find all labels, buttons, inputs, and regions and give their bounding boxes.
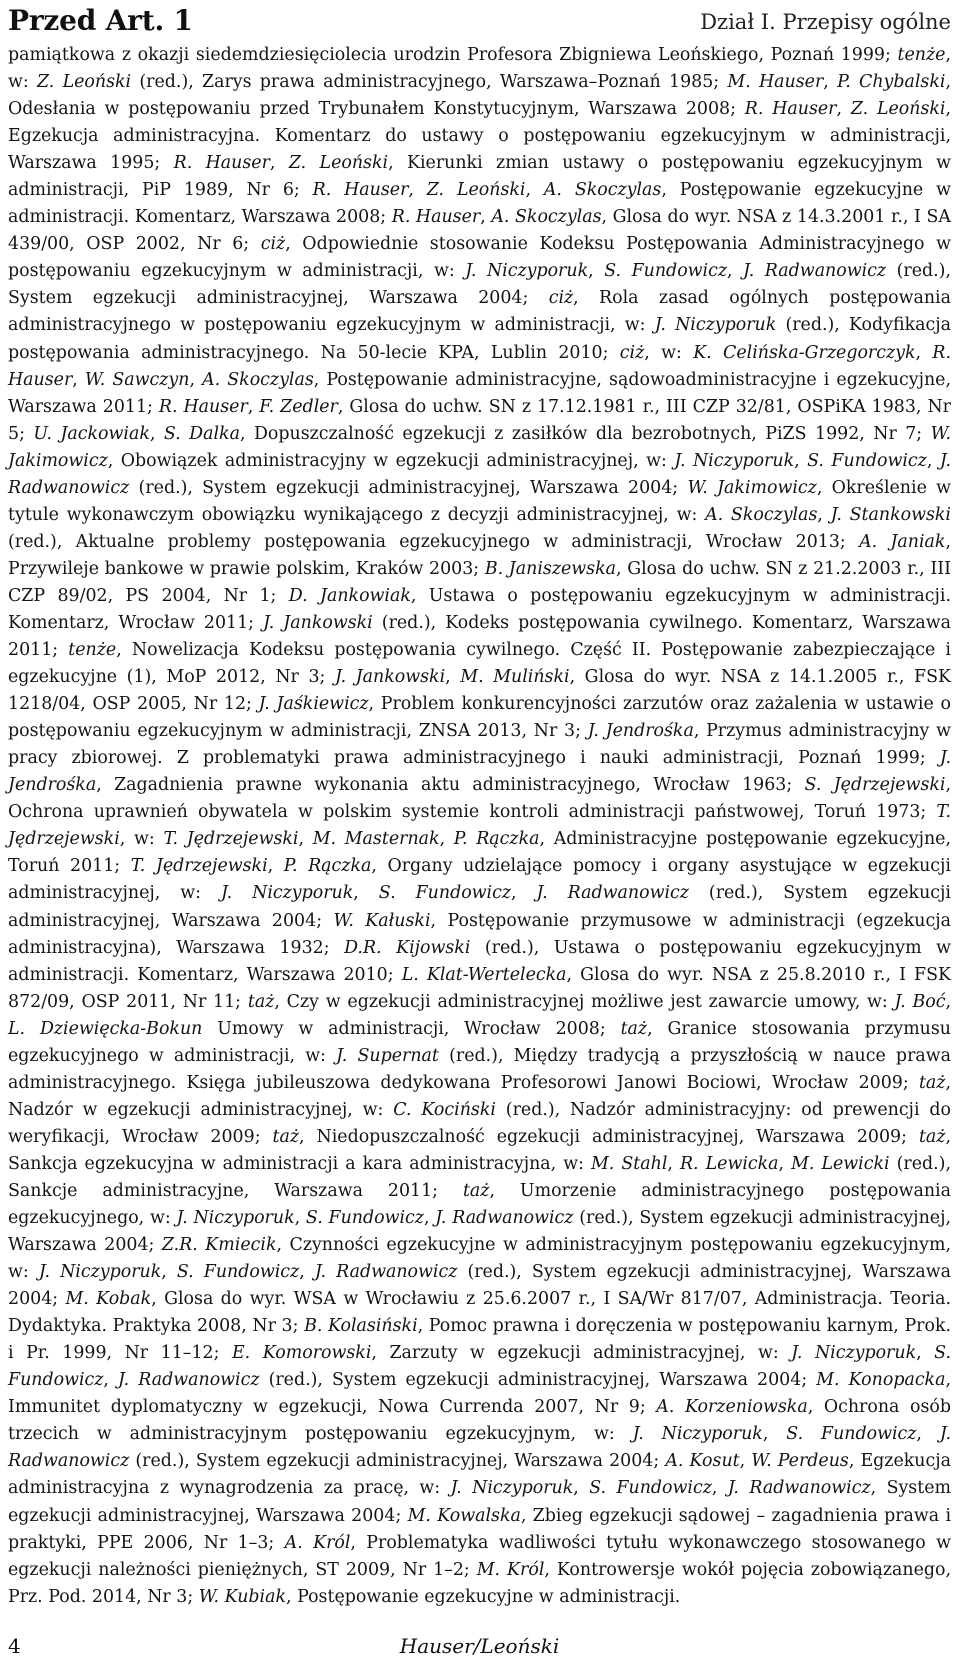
cited-author: W. Kubiak xyxy=(198,1586,287,1607)
cited-author: A. Skoczylas xyxy=(202,369,314,390)
citation-text: (red.), System egzekucji administracyjnej, Warszawa 2004; xyxy=(8,1208,951,1256)
citation-text: , xyxy=(711,1478,728,1499)
citation-text: (red.), System egzekucji administracyjnej, Warszawa 2004; xyxy=(129,1451,666,1472)
citation-text: , xyxy=(817,504,831,525)
citation-text: , Granice stosowania przymusu egzekucyjnego w administracji, w: xyxy=(8,1018,952,1066)
cited-author: A. Skoczylas xyxy=(543,180,662,201)
author-names: Hauser/Leoński xyxy=(399,1634,560,1658)
citation-text: (red.), System egzekucji administracyjnej, Warszawa 2004; xyxy=(129,477,688,498)
cited-author: P. Rączka xyxy=(453,829,540,850)
citation-text: , xyxy=(247,396,260,417)
citation-text: (red.), Aktualne problemy postępowania egzekucyjnego w administracji, Wrocław 2013; xyxy=(8,531,860,552)
citation-text: , Przymus administracyjny w pracy zbiorowej. Z problematyki prawa administracyjnego i nauki administracji, Poznań 1999; xyxy=(8,721,951,769)
cited-author: S. Fundowicz xyxy=(786,1424,917,1445)
cited-author: S. Fundowicz xyxy=(604,261,728,282)
running-header xyxy=(8,4,951,44)
cited-author: S. Fundowicz xyxy=(807,450,927,471)
bibliography-paragraph xyxy=(8,42,951,1611)
citation-text: , xyxy=(836,99,851,120)
cited-author: taż xyxy=(462,1180,490,1201)
citation-text: , Glosa do wyr. NSA z 14.1.2005 r., FSK 1218/04, OSP 2005, Nr 12; xyxy=(8,667,952,715)
cited-author: W. Jakimowicz xyxy=(687,477,817,498)
cited-author: J. Niczyporuk xyxy=(632,1424,763,1445)
citation-text: , Zagadnienia prawne wykonania aktu administracyjnego, Wrocław 1963; xyxy=(96,775,805,796)
citation-text: Umowy w administracji, Wrocław 2008; xyxy=(202,1018,621,1039)
cited-author: J. Niczyporuk xyxy=(38,1262,162,1283)
cited-author: J. Jaśkiewicz xyxy=(258,694,369,715)
cited-author: A. Król xyxy=(284,1532,351,1553)
cited-author: J. Radwanowicz xyxy=(743,261,887,282)
citation-text: , xyxy=(103,1370,119,1391)
cited-author: Z. Leoński xyxy=(850,99,946,120)
citation-text: , Obowiązek administracyjny w egzekucji administracyjnej, w: xyxy=(107,450,675,471)
cited-author: R. Hauser xyxy=(744,99,837,120)
cited-author: J. Stankowski xyxy=(830,504,951,525)
cited-author: M. Hauser xyxy=(727,72,824,93)
citation-text: , xyxy=(926,450,940,471)
cited-author: taż xyxy=(272,1126,300,1147)
article-heading: Przed Art. 1 xyxy=(8,4,193,37)
cited-author: J. Radwanowicz xyxy=(314,1262,458,1283)
citation-text: , xyxy=(823,72,838,93)
citation-text: , Ochrona osób trzecich w administracyjnym postępowaniu egzekucyjnym, w: xyxy=(8,1397,951,1445)
citation-text: , Kontrowersje wokół pojęcia zobowiązanego, Prz. Pod. 2014, Nr 3; xyxy=(8,1559,951,1607)
cited-author: U. Jackowiak xyxy=(33,423,150,444)
citation-text: , Egzekucja administracyjna z wynagrodzenia za pracę, w: xyxy=(8,1451,951,1499)
cited-author: A. Skoczylas xyxy=(705,504,818,525)
citation-text: , Glosa do uchw. SN z 17.12.1981 r., III CZP 32/81, OSPiKA 1983, Nr 5; xyxy=(8,396,951,444)
cited-author: J. Radwanowicz xyxy=(435,1208,574,1229)
cited-author: M. Stahl xyxy=(591,1153,668,1174)
cited-author: E. Komorowski xyxy=(231,1343,372,1364)
citation-text: , Postępowanie administracyjne, sądowoadministracyjne i egzekucyjne, Warszawa 2011; xyxy=(8,369,951,417)
cited-author: C. Kociński xyxy=(393,1099,496,1120)
cited-author: R. Hauser xyxy=(8,342,951,390)
running-footer xyxy=(8,1632,951,1662)
cited-author: S. Fundowicz xyxy=(8,1343,951,1391)
citation-text: , xyxy=(353,883,379,904)
cited-author: J. Niczyporuk xyxy=(220,883,354,904)
cited-author: J. Radwanowicz xyxy=(8,450,951,498)
citation-text: , Sankcja egzekucyjna w administracji a kara administracyjna, w: xyxy=(8,1126,951,1174)
cited-author: taż xyxy=(620,1018,648,1039)
cited-author: S. Fundowicz xyxy=(378,883,512,904)
cited-author: J. Jendrośka xyxy=(587,721,694,742)
page-number: 4 xyxy=(8,1634,21,1658)
citation-text: , xyxy=(267,856,284,877)
citation-text: , Postępowanie egzekucyjne w administracji. xyxy=(286,1586,681,1607)
citation-text: , Przywileje bankowe w prawie polskim, Kraków 2003; xyxy=(8,531,951,579)
citation-text: (red.), Kodyfikacja postępowania administracyjnego. Na 50-lecie KPA, Lublin 2010; xyxy=(8,315,951,363)
citation-text: , Niedopuszczalność egzekucji administracyjnej, Warszawa 2009; xyxy=(299,1126,919,1147)
citation-text: , xyxy=(762,1424,787,1445)
cited-author: M. Masternak xyxy=(312,829,440,850)
citation-text: , Immunitet dyplomatyczny w egzekucji, Nowa Currenda 2007, Nr 9; xyxy=(8,1370,951,1418)
citation-text: , xyxy=(778,1153,792,1174)
citation-text: (red.), System egzekucji administracyjnej, Warszawa 2004; xyxy=(8,261,951,309)
cited-author: B. Janiszewska xyxy=(484,558,616,579)
cited-author: S. Fundowicz xyxy=(589,1478,712,1499)
cited-author: J. Radwanowicz xyxy=(536,883,689,904)
cited-author: R. Hauser xyxy=(391,207,481,228)
cited-author: M. Król xyxy=(476,1559,545,1580)
cited-author: J. Radwanowicz xyxy=(118,1370,260,1391)
cited-author: Z. Leoński xyxy=(288,153,389,174)
citation-text: (red.), Ustawa o postępowaniu egzekucyjnym w administracji. Komentarz, Warszawa 2010; xyxy=(8,937,952,985)
citation-text: , Kierunki zmian ustawy o postępowaniu egzekucyjnym w administracji, PiP 1989, Nr 6; xyxy=(8,153,951,201)
citation-text: , xyxy=(915,342,933,363)
cited-author: A. Kosut xyxy=(665,1451,740,1472)
citation-text: , xyxy=(269,153,289,174)
cited-author: K. Celińska-Grzegorczyk xyxy=(693,342,916,363)
citation-text: , Pomoc prawna i doręczenia w postępowaniu karnym, Prok. i Pr. 1999, Nr 11–12; xyxy=(8,1316,952,1364)
citation-text: , Glosa do wyr. NSA z 25.8.2010 r., I FSK 872/09, OSP 2011, Nr 11; xyxy=(8,964,951,1012)
citation-text: , Czy w egzekucji administracyjnej możliwe jest zawarcie umowy, w: xyxy=(274,991,895,1012)
citation-text: , Ustawa o postępowaniu egzekucyjnym w administracji. Komentarz, Wrocław 2011; xyxy=(8,585,952,633)
cited-author: T. Jędrzejewski xyxy=(8,802,951,850)
citation-text: (red.), System egzekucji administracyjnej, Warszawa 2004; xyxy=(259,1370,817,1391)
cited-author: ciż xyxy=(619,342,645,363)
citation-text: (red.), Nadzór administracyjny: od prewencji do weryfikacji, Wrocław 2009; xyxy=(8,1099,951,1147)
citation-text: , Problematyka wadliwości tytułu wykonawczego stosowanego w egzekucji należności pieniężnych, ST 2009, Nr 1–2; xyxy=(8,1532,952,1580)
citation-text: , xyxy=(439,829,454,850)
cited-author: A. Skoczylas xyxy=(491,207,602,228)
cited-author: L. Dziewięcka-Bokun xyxy=(8,1018,203,1039)
cited-author: M. Muliński xyxy=(460,667,570,688)
citation-text: , xyxy=(299,1262,315,1283)
citation-text: , w: xyxy=(119,829,164,850)
cited-author: R. Lewicka xyxy=(679,1153,779,1174)
cited-author: A. Korzeniowska xyxy=(656,1397,808,1418)
citation-text: , xyxy=(573,1478,590,1499)
cited-author: taż xyxy=(918,1126,946,1147)
citation-text: , xyxy=(294,1208,306,1229)
cited-author: J. Radwanowicz xyxy=(8,1424,952,1472)
cited-author: R. Hauser xyxy=(158,396,248,417)
cited-author: J. Niczyporuk xyxy=(674,450,795,471)
citation-text: , xyxy=(480,207,492,228)
cited-author: J. Jendrośka xyxy=(8,748,951,796)
cited-author: S. Jędrzejewski xyxy=(804,775,946,796)
cited-author: taż xyxy=(918,1072,946,1093)
citation-text: pamiątkowa z okazji siedemdziesięciolecia urodzin Profesora Zbigniewa Leońskiego, Poznań 1999; xyxy=(8,45,898,65)
citation-text: , Organy udzielające pomocy i organy asystujące w egzekucji administracyjnej, w: xyxy=(8,856,951,904)
citation-text: (red.), Sankcje administracyjne, Warszawa 2011; xyxy=(8,1153,951,1201)
cited-author: T. Jędrzejewski xyxy=(130,856,268,877)
cited-author: D.R. Kijowski xyxy=(344,937,471,958)
cited-author: M. Kowalska xyxy=(407,1505,521,1526)
cited-author: ciż xyxy=(260,234,286,255)
cited-author: J. Supernat xyxy=(336,1045,439,1066)
cited-author: ciż xyxy=(548,288,574,309)
section-heading: Dział I. Przepisy ogólne xyxy=(700,10,951,34)
citation-text: , xyxy=(408,180,427,201)
citation-text: , System egzekucji administracyjnej, Warszawa 2004; xyxy=(8,1478,952,1526)
citation-text: , Zarzuty w egzekucji administracyjnej, w: xyxy=(371,1343,792,1364)
cited-author: S. Dalka xyxy=(163,423,240,444)
cited-author: taż xyxy=(247,991,275,1012)
cited-author: Z. Leoński xyxy=(426,180,526,201)
citation-text: , Nadzór w egzekucji administracyjnej, w: xyxy=(8,1072,951,1120)
cited-author: J. Jankowski xyxy=(334,667,446,688)
citation-text: , Czynności egzekucyjne w administracyjnym postępowaniu egzekucyjnym, w: xyxy=(8,1235,951,1283)
citation-text: , Zbieg egzekucji sądowej – zagadnienia prawa i praktyki, PPE 2006, Nr 1–3; xyxy=(8,1505,952,1553)
cited-author: B. Kolasiński xyxy=(304,1316,418,1337)
cited-author: J. Niczyporuk xyxy=(450,1478,574,1499)
citation-text: , xyxy=(423,1208,436,1229)
citation-text: , Odesłania w postępowaniu przed Trybunałem Konstytucyjnym, Warszawa 2008; xyxy=(8,72,951,120)
citation-text: , xyxy=(945,991,952,1012)
citation-text: , Odpowiednie stosowanie Kodeksu Postępowania Administracyjnego w postępowaniu egzekucyjnym w administracji, w: xyxy=(8,234,951,282)
citation-text: , xyxy=(739,1451,752,1472)
cited-author: L. Klat-Wertelecka xyxy=(401,964,567,985)
cited-author: Z.R. Kmiecik xyxy=(161,1235,277,1256)
citation-text: (red.), System egzekucji administracyjnej, Warszawa 2004; xyxy=(8,883,951,931)
citation-text: , Postępowanie przymusowe w administracji (egzekucja administracyjna), Warszawa 1932; xyxy=(8,910,951,958)
citation-text: (red.), Zarys prawa administracyjnego, Warszawa–Poznań 1985; xyxy=(131,72,728,93)
cited-author: R. Hauser xyxy=(312,180,409,201)
cited-author: R. Hauser xyxy=(173,153,270,174)
citation-text: , Administracyjne postępowanie egzekucyjne, Toruń 2011; xyxy=(8,829,951,877)
cited-author: tenże xyxy=(897,45,946,65)
cited-author: P. Chybalski xyxy=(837,72,946,93)
citation-text: , xyxy=(525,180,544,201)
cited-author: J. Jankowski xyxy=(263,612,373,633)
cited-author: W. Perdeus xyxy=(751,1451,849,1472)
cited-author: J. Niczyporuk xyxy=(176,1208,295,1229)
citation-text: , xyxy=(161,1262,177,1283)
cited-author: W. Sawczyn xyxy=(84,369,190,390)
cited-author: P. Rączka xyxy=(283,856,372,877)
cited-author: J. Niczyporuk xyxy=(791,1343,917,1364)
cited-author: A. Janiak xyxy=(859,531,946,552)
citation-text: , xyxy=(916,1424,940,1445)
cited-author: S. Fundowicz xyxy=(176,1262,300,1283)
cited-author: M. Lewicki xyxy=(791,1153,890,1174)
citation-text: , xyxy=(794,450,808,471)
citation-text: , Ochrona uprawnień obywatela w polskim systemie kontroli administracji państwowej, Toruń 1973; xyxy=(8,775,951,823)
cited-author: W. Kałuski xyxy=(333,910,431,931)
cited-author: tenże xyxy=(68,640,117,661)
cited-author: J. Radwanowicz xyxy=(727,1478,871,1499)
citation-text: , Problem konkurencyjności zarzutów oraz zażalenia w ustawie o postępowaniu egzekucyjnym w administracji, ZNSA 2013, Nr 3; xyxy=(8,694,951,742)
cited-author: D. Jankowiak xyxy=(288,585,411,606)
citation-text: , Postępowanie egzekucyjne w administracji. Komentarz, Warszawa 2008; xyxy=(8,180,951,228)
citation-text: , xyxy=(445,667,461,688)
citation-text: , Glosa do wyr. WSA w Wrocławiu z 25.6.2007 r., I SA/Wr 817/07, Administracja. Teoria. Dydaktyka. Praktyka 2008, Nr 3; xyxy=(8,1289,951,1337)
citation-text: , xyxy=(149,423,164,444)
citation-text: (red.), Między tradycją a przyszłością w nauce prawa administracyjnego. Księga jubileuszowa dedykowana Profesorowi Janowi Bociowi, Wrocław 2009; xyxy=(8,1045,951,1093)
cited-author: J. Boć xyxy=(894,991,946,1012)
cited-author: T. Jędrzejewski xyxy=(163,829,299,850)
citation-text: (red.), Kodeks postępowania cywilnego. Komentarz, Warszawa 2011; xyxy=(8,612,952,661)
bibliography-text xyxy=(8,42,951,1611)
citation-text: (red.), System egzekucji administracyjnej, Warszawa 2004; xyxy=(8,1262,951,1310)
citation-text: , Egzekucja administracyjna. Komentarz do ustawy o postępowaniu egzekucyjnym w administracji, Warszawa 1995; xyxy=(8,99,952,174)
cited-author: J. Niczyporuk xyxy=(654,315,777,336)
citation-text: , xyxy=(189,369,203,390)
citation-text: , Określenie w tytule wykonawczym obowiązku wynikającego z decyzji administracyjnej, w: xyxy=(8,477,952,525)
cited-author: F. Zedler xyxy=(259,396,338,417)
citation-text: , w: xyxy=(8,45,951,93)
cited-author: J. Niczyporuk xyxy=(465,261,589,282)
citation-text: , Dopuszczalność egzekucji z zasiłków dla bezrobotnych, PiZS 1992, Nr 7; xyxy=(239,423,931,444)
cited-author: W. Jakimowicz xyxy=(8,423,952,471)
citation-text: , xyxy=(916,1343,935,1364)
citation-text: , xyxy=(667,1153,680,1174)
cited-author: Z. Leoński xyxy=(37,72,132,93)
citation-text: , Umorzenie administracyjnego postępowania egzekucyjnego, w: xyxy=(8,1180,951,1229)
citation-text: , Glosa do wyr. NSA z 14.3.2001 r., I SA 439/00, OSP 2002, Nr 6; xyxy=(8,207,951,255)
citation-text: , xyxy=(298,829,313,850)
citation-text: , w: xyxy=(644,342,694,363)
citation-text: , Nowelizacja Kodeksu postępowania cywilnego. Część II. Postępowanie zabezpieczające i egzekucyjne (1), MoP 2012, Nr 3; xyxy=(8,640,951,688)
cited-author: M. Konopacka xyxy=(816,1370,946,1391)
citation-text: , Glosa do uchw. SN z 21.2.2003 r., III CZP 89/02, PS 2004, Nr 1; xyxy=(8,558,951,606)
citation-text: , xyxy=(588,261,605,282)
citation-text: , xyxy=(72,369,85,390)
citation-text: , xyxy=(511,883,537,904)
cited-author: M. Kobak xyxy=(65,1289,152,1310)
citation-text: , Rola zasad ogólnych postępowania administracyjnego w postępowaniu egzekucyjnym w administracji, w: xyxy=(8,288,951,336)
cited-author: S. Fundowicz xyxy=(305,1208,424,1229)
citation-text: , xyxy=(727,261,744,282)
